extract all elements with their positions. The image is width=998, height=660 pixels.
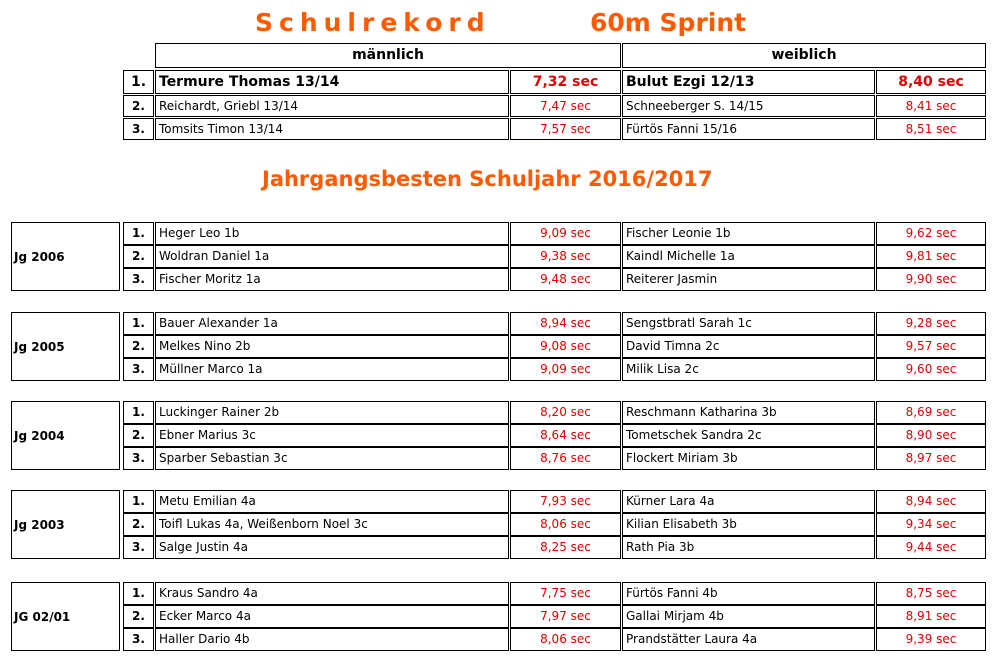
- male-time-cell: 9,09 sec: [510, 358, 621, 381]
- female-name-cell: Sengstbratl Sarah 1c: [622, 312, 875, 335]
- event-title: 60m Sprint: [590, 8, 747, 37]
- female-name-cell: Fürtös Fanni 15/16: [622, 118, 875, 140]
- rank-cell: 1.: [123, 401, 154, 424]
- year-group-label: Jg 2003: [11, 490, 120, 559]
- rank-cell: 2.: [123, 95, 154, 117]
- female-time-cell: 8,90 sec: [876, 424, 986, 447]
- male-name-cell: Metu Emilian 4a: [155, 490, 509, 513]
- female-time-cell: 9,62 sec: [876, 222, 986, 245]
- male-name-cell: Müllner Marco 1a: [155, 358, 509, 381]
- female-time-cell: 8,40 sec: [876, 70, 986, 94]
- female-name-cell: Fischer Leonie 1b: [622, 222, 875, 245]
- female-name-cell: Reiterer Jasmin: [622, 268, 875, 291]
- male-time-cell: 9,09 sec: [510, 222, 621, 245]
- rank-cell: 3.: [123, 358, 154, 381]
- male-time-cell: 7,57 sec: [510, 118, 621, 140]
- male-time-cell: 8,25 sec: [510, 536, 621, 559]
- male-time-cell: 7,47 sec: [510, 95, 621, 117]
- rank-cell: 2.: [123, 513, 154, 536]
- female-name-cell: Reschmann Katharina 3b: [622, 401, 875, 424]
- female-header: weiblich: [622, 43, 986, 68]
- male-name-cell: Melkes Nino 2b: [155, 335, 509, 358]
- female-time-cell: 9,39 sec: [876, 628, 986, 651]
- male-time-cell: 8,06 sec: [510, 628, 621, 651]
- rank-cell: 1.: [123, 312, 154, 335]
- female-name-cell: Flockert Miriam 3b: [622, 447, 875, 470]
- female-name-cell: Gallai Mirjam 4b: [622, 605, 875, 628]
- year-group-label: JG 02/01: [11, 582, 120, 651]
- male-time-cell: 7,97 sec: [510, 605, 621, 628]
- female-name-cell: David Timna 2c: [622, 335, 875, 358]
- female-time-cell: 9,81 sec: [876, 245, 986, 268]
- year-group-label: Jg 2005: [11, 312, 120, 381]
- rank-cell: 3.: [123, 447, 154, 470]
- male-name-cell: Luckinger Rainer 2b: [155, 401, 509, 424]
- rank-cell: 1.: [123, 490, 154, 513]
- female-name-cell: Fürtös Fanni 4b: [622, 582, 875, 605]
- male-header: männlich: [155, 43, 621, 68]
- male-time-cell: 7,75 sec: [510, 582, 621, 605]
- male-time-cell: 9,38 sec: [510, 245, 621, 268]
- male-name-cell: Heger Leo 1b: [155, 222, 509, 245]
- female-name-cell: Prandstätter Laura 4a: [622, 628, 875, 651]
- male-time-cell: 8,64 sec: [510, 424, 621, 447]
- male-name-cell: Bauer Alexander 1a: [155, 312, 509, 335]
- female-time-cell: 9,60 sec: [876, 358, 986, 381]
- female-name-cell: Rath Pia 3b: [622, 536, 875, 559]
- male-time-cell: 7,32 sec: [510, 70, 621, 94]
- female-time-cell: 9,44 sec: [876, 536, 986, 559]
- male-name-cell: Reichardt, Griebl 13/14: [155, 95, 509, 117]
- rank-cell: 2.: [123, 335, 154, 358]
- male-time-cell: 8,76 sec: [510, 447, 621, 470]
- male-name-cell: Toifl Lukas 4a, Weißenborn Noel 3c: [155, 513, 509, 536]
- male-name-cell: Haller Dario 4b: [155, 628, 509, 651]
- male-time-cell: 8,20 sec: [510, 401, 621, 424]
- male-name-cell: Sparber Sebastian 3c: [155, 447, 509, 470]
- male-time-cell: 8,94 sec: [510, 312, 621, 335]
- rank-cell: 1.: [123, 222, 154, 245]
- female-time-cell: 9,90 sec: [876, 268, 986, 291]
- male-time-cell: 7,93 sec: [510, 490, 621, 513]
- female-name-cell: Milik Lisa 2c: [622, 358, 875, 381]
- male-time-cell: 9,48 sec: [510, 268, 621, 291]
- female-time-cell: 8,91 sec: [876, 605, 986, 628]
- female-time-cell: 8,69 sec: [876, 401, 986, 424]
- rank-cell: 1.: [123, 70, 154, 94]
- male-time-cell: 8,06 sec: [510, 513, 621, 536]
- rank-cell: 1.: [123, 582, 154, 605]
- male-name-cell: Woldran Daniel 1a: [155, 245, 509, 268]
- rank-cell: 3.: [123, 628, 154, 651]
- rank-cell: 2.: [123, 245, 154, 268]
- female-time-cell: 9,34 sec: [876, 513, 986, 536]
- female-time-cell: 8,94 sec: [876, 490, 986, 513]
- male-name-cell: Fischer Moritz 1a: [155, 268, 509, 291]
- male-name-cell: Ebner Marius 3c: [155, 424, 509, 447]
- rank-cell: 2.: [123, 605, 154, 628]
- female-name-cell: Kaindl Michelle 1a: [622, 245, 875, 268]
- year-group-label: Jg 2004: [11, 401, 120, 470]
- female-name-cell: Kürner Lara 4a: [622, 490, 875, 513]
- female-time-cell: 8,97 sec: [876, 447, 986, 470]
- female-time-cell: 8,41 sec: [876, 95, 986, 117]
- male-name-cell: Salge Justin 4a: [155, 536, 509, 559]
- rank-cell: 3.: [123, 536, 154, 559]
- male-name-cell: Kraus Sandro 4a: [155, 582, 509, 605]
- female-time-cell: 9,28 sec: [876, 312, 986, 335]
- page-title: Schulrekord: [255, 8, 491, 37]
- female-name-cell: Schneeberger S. 14/15: [622, 95, 875, 117]
- female-name-cell: Kilian Elisabeth 3b: [622, 513, 875, 536]
- rank-cell: 3.: [123, 268, 154, 291]
- subtitle: Jahrgangsbesten Schuljahr 2016/2017: [262, 167, 713, 191]
- female-time-cell: 8,75 sec: [876, 582, 986, 605]
- male-time-cell: 9,08 sec: [510, 335, 621, 358]
- year-group-label: Jg 2006: [11, 222, 120, 291]
- female-time-cell: 9,57 sec: [876, 335, 986, 358]
- rank-cell: 2.: [123, 424, 154, 447]
- female-name-cell: Bulut Ezgi 12/13: [622, 70, 875, 94]
- male-name-cell: Termure Thomas 13/14: [155, 70, 509, 94]
- male-name-cell: Ecker Marco 4a: [155, 605, 509, 628]
- rank-cell: 3.: [123, 118, 154, 140]
- female-name-cell: Tometschek Sandra 2c: [622, 424, 875, 447]
- female-time-cell: 8,51 sec: [876, 118, 986, 140]
- male-name-cell: Tomsits Timon 13/14: [155, 118, 509, 140]
